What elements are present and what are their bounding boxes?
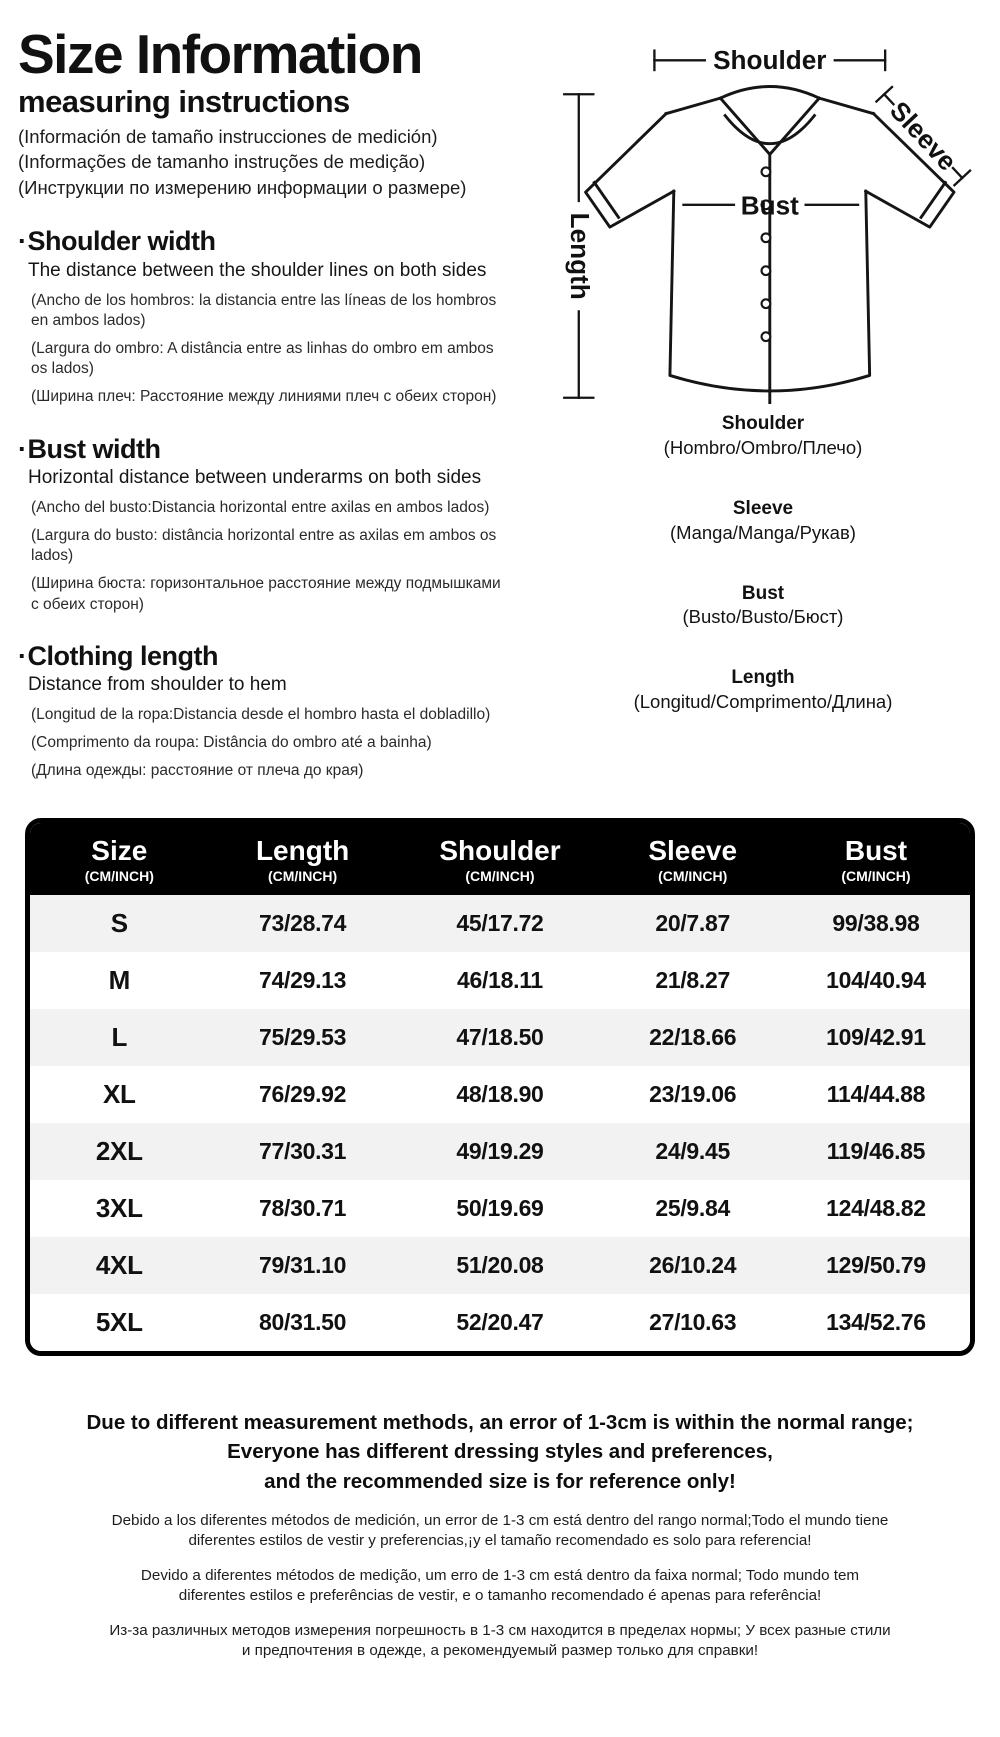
translation-ru: (Длина одежды: расстояние от плеча до края)	[31, 762, 364, 780]
disclaimer-ru-line: Из-за различных методов измерения погрешность в 1-3 см находится в пределах нормы; У всех разные стили	[109, 1621, 891, 1639]
size-cell: 109/42.91	[826, 1024, 926, 1051]
size-cell: 124/48.82	[826, 1195, 926, 1222]
column-unit: (CM/INCH)	[465, 868, 535, 885]
size-cell: L	[111, 1022, 128, 1053]
size-cell: 79/31.10	[259, 1252, 347, 1279]
size-cell: 4XL	[95, 1250, 143, 1281]
column-name: Size	[91, 834, 148, 866]
size-cell: 20/7.87	[655, 910, 730, 937]
size-cell: 25/9.84	[655, 1195, 730, 1222]
size-cell: 23/19.06	[649, 1081, 737, 1108]
diagram-column	[540, 26, 986, 782]
bullet-glyph: ·	[18, 433, 27, 464]
size-cell: S	[110, 908, 128, 939]
size-table	[25, 818, 975, 1357]
size-cell: 77/30.31	[259, 1138, 347, 1165]
size-cell: 47/18.50	[456, 1024, 544, 1051]
legend-shoulder	[540, 412, 986, 460]
column-unit: (CM/INCH)	[84, 868, 154, 885]
section-shoulder-width	[18, 227, 540, 407]
size-cell: 80/31.50	[259, 1309, 347, 1336]
disclaimer-ru	[0, 1621, 1000, 1661]
size-cell: 49/19.29	[456, 1138, 544, 1165]
size-cell: 46/18.11	[457, 967, 543, 994]
subtitle-translation-es: (Información de tamaño instrucciones de medición)	[18, 125, 438, 147]
size-cell: 5XL	[95, 1307, 143, 1338]
diagram-length-label: Length	[565, 212, 596, 300]
size-table-header	[30, 823, 970, 896]
section-bust-width	[18, 435, 540, 615]
legend-translation: (Manga/Manga/Рукав)	[670, 521, 856, 543]
column-name: Bust	[844, 834, 908, 866]
legend-term: Shoulder	[721, 413, 805, 434]
section-title: ·Shoulder width	[18, 226, 216, 257]
column-header-sleeve	[603, 836, 782, 885]
size-cell: 99/38.98	[832, 910, 920, 937]
translation-es: (Ancho de los hombros: la distancia entre las líneas de los hombros en ambos lados)	[31, 291, 497, 329]
size-cell: 27/10.63	[649, 1309, 737, 1336]
section-title: ·Bust width	[18, 433, 161, 464]
size-cell: 134/52.76	[826, 1309, 926, 1336]
column-unit: (CM/INCH)	[267, 868, 338, 885]
disclaimer-es	[0, 1511, 1000, 1551]
table-row	[30, 895, 970, 952]
size-cell: 48/18.90	[456, 1081, 544, 1108]
section-description: Distance from shoulder to hem	[28, 674, 287, 696]
disclaimer-ru-line: и предпочтения в одежде, а рекомендуемый размер только для справки!	[241, 1642, 759, 1659]
table-row	[30, 952, 970, 1009]
section-description: Horizontal distance between underarms on both sides	[28, 467, 482, 489]
table-row	[30, 1066, 970, 1123]
table-row	[30, 1123, 970, 1180]
disclaimer	[0, 1408, 1000, 1661]
size-cell: M	[108, 965, 130, 996]
diagram-legend	[540, 412, 986, 714]
disclaimer-en-line: and the recommended size is for reference only!	[264, 1469, 736, 1493]
top-section	[0, 0, 1000, 782]
size-table-body	[30, 895, 970, 1351]
translation-es: (Longitud de la ropa:Distancia desde el hombro hasta el dobladillo)	[31, 706, 491, 724]
sleeve-measure-bracket	[873, 84, 973, 188]
size-cell: 104/40.94	[826, 967, 926, 994]
section-description: The distance between the shoulder lines on both sides	[28, 260, 487, 282]
translation-ru: (Ширина плеч: Расстояние между линиями плеч с обеих сторон)	[31, 388, 497, 406]
diagram-shoulder-label: Shoulder	[713, 45, 827, 76]
page-title: Size Information	[18, 23, 422, 85]
disclaimer-pt-line: diferentes estilos e preferências de vestir, e o tamanho recomendado é apenas para referência!	[178, 1586, 822, 1604]
column-name: Sleeve	[648, 834, 738, 866]
size-cell: 119/46.85	[826, 1138, 926, 1165]
column-header-bust	[782, 836, 970, 885]
column-header-shoulder	[397, 836, 604, 885]
translation-pt: (Largura do busto: distância horizontal entre as axilas em ambos os lados)	[31, 527, 497, 565]
size-cell: 21/8.27	[655, 967, 730, 994]
translation-pt: (Comprimento da roupa: Distância do ombro até a bainha)	[31, 734, 432, 752]
size-cell: XL	[102, 1079, 136, 1110]
instructions-column	[18, 23, 540, 782]
shirt-outline	[586, 87, 954, 403]
table-row	[30, 1237, 970, 1294]
legend-translation: (Hombro/Ombro/Плечо)	[663, 436, 863, 458]
column-unit: (CM/INCH)	[658, 868, 728, 885]
size-cell: 50/19.69	[456, 1195, 544, 1222]
shirt-measurement-diagram	[540, 34, 986, 426]
size-cell: 52/20.47	[456, 1309, 544, 1336]
table-row	[30, 1180, 970, 1237]
bullet-glyph: ·	[18, 640, 27, 671]
disclaimer-es-line: Debido a los diferentes métodos de medición, un error de 1-3 cm está dentro del rango normal;Todo el mundo tiene	[111, 1511, 889, 1529]
disclaimer-en	[0, 1408, 1000, 1495]
size-cell: 76/29.92	[259, 1081, 347, 1108]
section-title: ·Clothing length	[18, 640, 218, 671]
disclaimer-en-line: Due to different measurement methods, an error of 1-3cm is within the normal range;	[86, 1411, 914, 1435]
table-row	[30, 1294, 970, 1351]
legend-term: Bust	[741, 582, 785, 604]
legend-translation: (Longitud/Comprimento/Длина)	[633, 691, 893, 713]
size-cell: 129/50.79	[826, 1252, 926, 1279]
column-header-length	[209, 836, 397, 885]
subtitle-translation-pt: (Informações de tamanho instruções de medição)	[18, 151, 426, 173]
size-cell: 73/28.74	[259, 910, 347, 937]
disclaimer-en-line: Everyone has different dressing styles and preferences,	[227, 1440, 773, 1464]
column-unit: (CM/INCH)	[841, 868, 911, 885]
diagram-sleeve-label: Sleeve	[884, 95, 963, 177]
legend-translation: (Busto/Busto/Бюст)	[682, 606, 844, 628]
column-name: Shoulder	[439, 834, 561, 866]
size-cell: 24/9.45	[655, 1138, 730, 1165]
legend-sleeve	[540, 497, 986, 545]
subtitle-translation-ru: (Инструкции по измерению информации о размере)	[18, 176, 467, 198]
translation-es: (Ancho del busto:Distancia horizontal entre axilas en ambos lados)	[31, 499, 490, 516]
legend-length	[540, 666, 986, 714]
legend-bust	[540, 582, 986, 630]
size-cell: 3XL	[95, 1193, 143, 1224]
size-cell: 114/44.88	[826, 1081, 926, 1108]
disclaimer-pt-line: Devido a diferentes métodos de medição, um erro de 1-3 cm está dentro da faixa normal; Todo mundo tem	[140, 1566, 860, 1584]
size-cell: 2XL	[95, 1136, 143, 1167]
size-cell: 75/29.53	[259, 1024, 347, 1051]
legend-term: Length	[731, 667, 795, 689]
column-header-size	[30, 836, 209, 885]
section-clothing-length	[18, 642, 540, 782]
size-cell: 51/20.08	[456, 1252, 544, 1279]
legend-term: Sleeve	[732, 497, 794, 519]
size-cell: 26/10.24	[649, 1252, 737, 1279]
disclaimer-pt	[0, 1566, 1000, 1606]
page-subtitle: measuring instructions	[18, 84, 350, 120]
table-row	[30, 1009, 970, 1066]
disclaimer-es-line: diferentes estilos de vestir y preferencias,¡y el tamaño recomendado es solo para referencia!	[188, 1531, 812, 1549]
size-cell: 22/18.66	[649, 1024, 737, 1051]
size-cell: 74/29.13	[259, 967, 347, 994]
column-name: Length	[255, 834, 350, 866]
size-cell: 78/30.71	[259, 1195, 347, 1222]
translation-ru: (Ширина бюста: горизонтальное расстояние между подмышками с обеих сторон)	[31, 575, 501, 613]
diagram-bust-label: Bust	[740, 190, 799, 221]
bullet-glyph: ·	[18, 226, 27, 257]
size-cell: 45/17.72	[456, 910, 544, 937]
translation-pt: (Largura do ombro: A distância entre as linhas do ombro em ambos os lados)	[31, 340, 494, 378]
